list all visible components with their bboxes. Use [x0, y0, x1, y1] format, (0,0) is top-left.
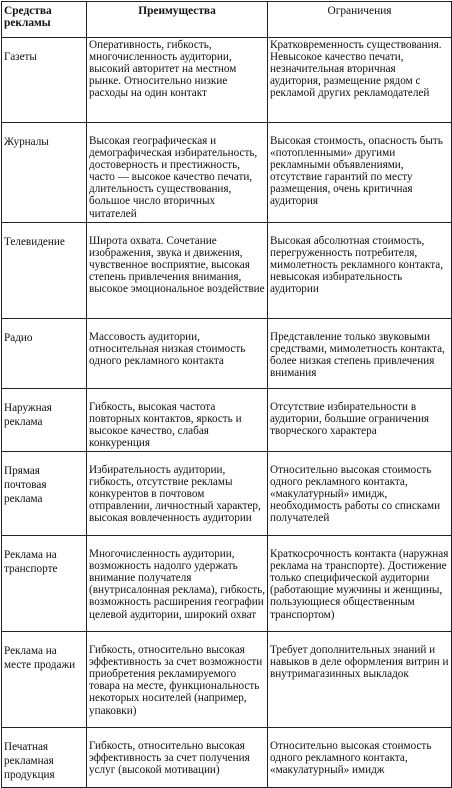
header-limitations: Ограничения: [268, 2, 452, 38]
medium-cell: Прямая почтовая реклама: [2, 452, 87, 536]
limitations-cell: Относительно высокая стоимость одного рекламного контакта, «макулатурный» имидж: [268, 728, 452, 788]
medium-cell: Журналы: [2, 123, 87, 223]
table-row: [2, 452, 452, 536]
medium-cell: Реклама на транспорте: [2, 536, 87, 632]
limitations-cell: Кратковременность существования. Невысокое качество печати, незначительная вторичная аудитория, размещение рядом с рекламой других рекламодателей: [268, 38, 452, 123]
limitations-cell: Требует дополнительных знаний и навыков в деле оформления витрин и внутримагазинных выкладок: [268, 632, 452, 728]
advantages-cell: Избирательность аудитории, гибкость, отсутствие рекламы конкурентов в почтовом отправлении, личностный характер, высокая вовлеченность аудитории: [87, 452, 268, 536]
limitations-cell: Краткосрочность контакта (наружная реклама на транспорте). Достижение только специфической аудитории (работающие мужчины и женщины, пользующиеся общественным транспортом): [268, 536, 452, 632]
medium-cell: Телевидение: [2, 222, 87, 318]
advantages-cell: Гибкость, относительно высокая эффективность за счет возможности приобретения рекламируемого товара на месте, функциональность некоторых носителей (например, упаковки): [87, 632, 268, 728]
table-row: [2, 222, 452, 318]
advantages-cell: Оперативность, гибкость, многочисленность аудитории, высокий авторитет на местном рынке. Относительно низкие расходы на один контакт: [87, 38, 268, 123]
table-row: [2, 632, 452, 728]
header-advantages: Преимущества: [87, 2, 268, 38]
table-row: [2, 536, 452, 632]
header-medium: Средства рекламы: [2, 2, 87, 38]
table-header-row: [2, 2, 452, 38]
table-row: [2, 318, 452, 388]
advantages-cell: Широта охвата. Сочетание изображения, звука и движения, чувственное восприятие, высокая степень привлечения внимания, высокое эмоциональное воздействие: [87, 222, 268, 318]
advantages-cell: Многочисленность аудитории, возможность надолго удержать внимание получателя (внутрисалонная реклама), гибкость, возможность расширения географии целевой аудитории, широкий охват: [87, 536, 268, 632]
medium-cell: Радио: [2, 318, 87, 388]
limitations-cell: Представление только звуковыми средствами, мимолетность контакта, более низкая степень привлечения внимания: [268, 318, 452, 388]
table-row: [2, 388, 452, 451]
table-row: [2, 123, 452, 223]
medium-cell: Газеты: [2, 38, 87, 123]
advantages-cell: Высокая географическая и демографическая избирательность, достоверность и престижность, часто — высокое качество печати, длительность существования, большое число вторичных читателей: [87, 123, 268, 223]
medium-cell: Наружная реклама: [2, 388, 87, 451]
table-row: [2, 38, 452, 123]
medium-cell: Реклама на месте продажи: [2, 632, 87, 728]
advantages-cell: Массовость аудитории, относительная низкая стоимость одного рекламного контакта: [87, 318, 268, 388]
limitations-cell: Отсутствие избирательности в аудитории, большие ограничения творческого характера: [268, 388, 452, 451]
limitations-cell: Высокая стоимость, опасность быть «потопленными» другими рекламными объявлениями, отсутствие гарантий по месту размещения, очень критичная аудитория: [268, 123, 452, 223]
advantages-cell: Гибкость, высокая частота повторных контактов, яркость и высокое качество, слабая конкуренция: [87, 388, 268, 451]
advantages-cell: Гибкость, относительно высокая эффективность за счет получения услуг (высокой мотивации): [87, 728, 268, 788]
limitations-cell: Относительно высокая стоимость одного рекламного контакта, «макулатурный» имидж, необходимость работы со списками получателей: [268, 452, 452, 536]
limitations-cell: Высокая абсолютная стоимость, перегруженность потребителя, мимолетность рекламного контакта, невысокая избирательность аудитории: [268, 222, 452, 318]
table-row: [2, 728, 452, 788]
medium-cell: Печатная рекламная продукция: [2, 728, 87, 788]
advertising-media-table: [1, 1, 452, 788]
